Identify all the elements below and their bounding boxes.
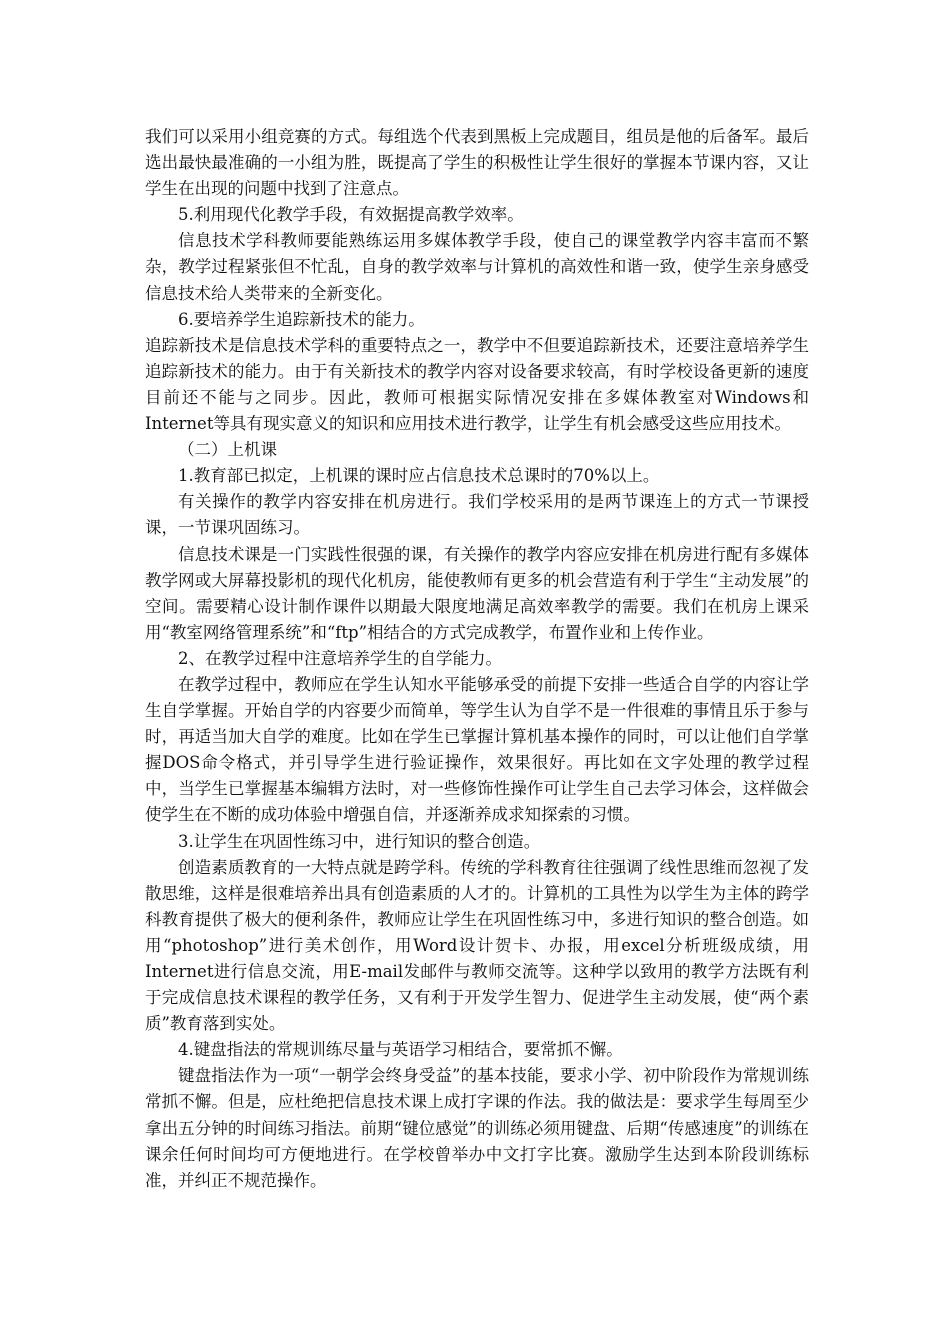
paragraph-15: 键盘指法作为一项“一朝学会终身受益”的基本技能，要求小学、初中阶段作为常规训练常抓不懈。但是，应杜绝把信息技术课上成打字课的作法。我的做法是：要求学生每周至少拿出五分钟的时间练习指法。前期“键位感觉”的训练必须用键盘、后期“传感速度”的训练在课余任何时间均可方便地进行。在学校曾举办中文打字比赛。激励学生达到本阶段训练标准，并纠正不规范操作。 (145, 1066, 809, 1190)
heading-5: 5.利用现代化教学手段，有效据提高教学效率。 (178, 205, 524, 225)
paragraph-3: 信息技术学科教师要能熟练运用多媒体教学手段，使自己的课堂教学内容丰富而不繁杂，教学过程紧张但不忙乱，自身的教学效率与计算机的高效性和谐一致，使学生亲身感受信息技术给人类带来的全新变化。 (145, 231, 809, 303)
paragraph-1: 我们可以采用小组竞赛的方式。每组选个代表到黑板上完成题目，组员是他的后备军。最后选出最快最准确的一小组为胜，既提高了学生的积极性让学生很好的掌握本节课内容，又让学生在出现的问题中找到了注意点。 (145, 127, 809, 199)
heading-lab-3: 3.让学生在巩固性练习中，进行知识的整合创造。 (178, 831, 541, 851)
paragraph-8: 有关操作的教学内容安排在机房进行。我们学校采用的是两节课连上的方式一节课授课，一节课巩固练习。 (145, 492, 809, 538)
document-body (145, 124, 809, 1194)
heading-6: 6.要培养学生追踪新技术的能力。 (178, 309, 425, 329)
heading-lab-2: 2、在教学过程中注意培养学生的自学能力。 (178, 648, 502, 668)
paragraph-9: 信息技术课是一门实践性很强的课，有关操作的教学内容应安排在机房进行配有多媒体教学网或大屏幕投影机的现代化机房，能使教师有更多的机会营造有利于学生“主动发展”的空间。需要精心设计制作课件以期最大限度地满足高效率教学的需要。我们在机房上课采用“教室网络管理系统”和“ftp”相结合的方式完成教学，布置作业和上传作业。 (145, 544, 809, 642)
section-heading-lab-class: （二）上机课 (178, 440, 277, 460)
paragraph-5: 追踪新技术是信息技术学科的重要特点之一，教学中不但要追踪新技术，还要注意培养学生追踪新技术的能力。由于有关新技术的教学内容对设备要求较高，有时学校设备更新的速度目前还不能与之同步。因此，教师可根据实际情况安排在多媒体教室对Windows和Internet等具有现实意义的知识和应用技术进行教学，让学生有机会感受这些应用技术。 (145, 335, 809, 434)
paragraph-13: 创造素质教育的一大特点就是跨学科。传统的学科教育往往强调了线性思维而忽视了发散思维，这样是很难培养出具有创造素质的人才的。计算机的工具性为以学生为主体的跨学科教育提供了极大的便利条件，教师应让学生在巩固性练习中，多进行知识的整合创造。如用“photoshop”进行美术创作，用Word设计贺卡、办报，用excel分析班级成绩，用Internet进行信息交流，用E-mail发邮件与教师交流等。这种学以致用的教学方法既有利于完成信息技术课程的教学任务，又有利于开发学生智力、促进学生主动发展，使“两个素质”教育落到实处。 (145, 857, 809, 1034)
paragraph-11: 在教学过程中，教师应在学生认知水平能够承受的前提下安排一些适合自学的内容让学生自学掌握。开始自学的内容要少而简单，等学生认为自学不是一件很难的事情且乐于参与时，再适当加大自学的难度。比如在学生已掌握计算机基本操作的同时，可以让他们自学掌握DOS命令格式，并引导学生进行验证操作，效果很好。再比如在文字处理的教学过程中，当学生已掌握基本编辑方法时，对一些修饰性操作可让学生自己去学习体会，这样做会使学生在不断的成功体验中增强自信，并逐渐养成求知探索的习惯。 (145, 674, 809, 825)
heading-lab-1: 1.教育部已拟定，上机课的课时应占信息技术总课时的70%以上。 (178, 466, 660, 486)
heading-lab-4: 4.键盘指法的常规训练尽量与英语学习相结合，要常抓不懈。 (178, 1040, 623, 1060)
